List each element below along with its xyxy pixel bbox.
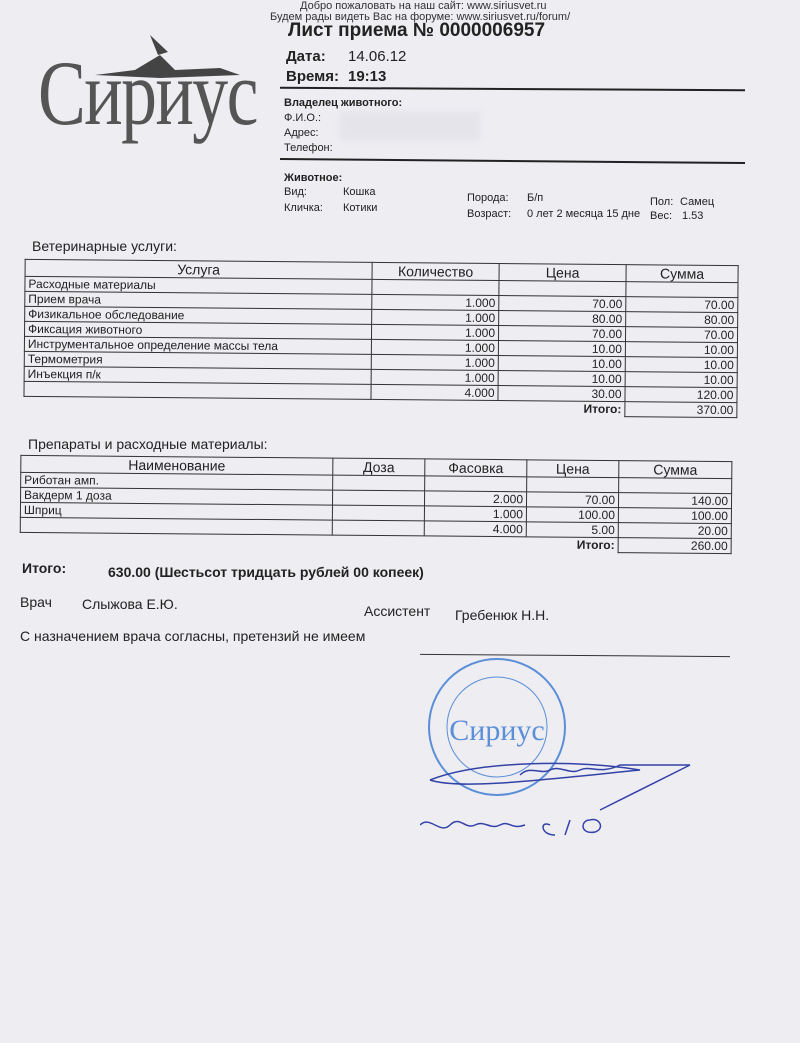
table-cell: 30.00 (498, 386, 625, 402)
weight-label: Вес: (650, 210, 673, 222)
col-sum: Сумма (619, 461, 732, 479)
age-value: 0 лет 2 месяца 15 дне (527, 208, 641, 220)
table-cell: 5.00 (526, 522, 618, 538)
table-cell: Расходные материалы (25, 276, 372, 294)
signature (420, 740, 700, 850)
table-cell: Инструментальное определение массы тела (24, 336, 371, 354)
age-label: Возраст: (467, 208, 512, 220)
assistant-label: Ассистент (364, 603, 431, 619)
table-cell (499, 281, 626, 297)
table-cell: 70.00 (625, 327, 737, 343)
table-cell: Риботан амп. (21, 472, 333, 490)
table-cell: 10.00 (625, 342, 737, 358)
grand-total: 630.00 (Шестьсот тридцать рублей 00 копеек) (108, 564, 424, 580)
table-cell (333, 475, 425, 491)
table-cell: 1.000 (372, 294, 499, 310)
col-name: Наименование (21, 455, 333, 475)
table-cell (619, 478, 732, 494)
pet-name-label: Кличка: (284, 202, 323, 214)
table-cell: 20.00 (618, 523, 731, 539)
table-cell (425, 476, 527, 492)
table-cell (332, 520, 424, 536)
forum-text: Будем рады видеть Вас на форуме: www.siriusvet.ru/forum/ (270, 11, 571, 23)
table-cell: 70.00 (499, 296, 626, 312)
table-cell: 70.00 (626, 297, 738, 313)
table-cell: 1.000 (424, 506, 526, 522)
time-label: Время: (286, 68, 339, 85)
table-cell: 80.00 (626, 312, 738, 328)
col-service: Услуга (25, 259, 372, 279)
table-cell (332, 505, 424, 521)
weight-value: 1.53 (682, 210, 704, 222)
divider (280, 158, 745, 164)
table-cell: 10.00 (498, 356, 625, 372)
table-cell: 120.00 (625, 387, 737, 403)
sex-value: Самец (680, 196, 715, 208)
date-value: 14.06.12 (348, 48, 407, 65)
owner-phone-label: Телефон: (284, 142, 333, 154)
stamp-text: Сириус (449, 714, 545, 747)
materials-total-label: Итого: (576, 538, 615, 553)
table-cell (527, 477, 619, 493)
species-value: Кошка (343, 186, 376, 198)
welcome-text: Добро пожаловать на наш сайт: www.siriusvet.ru (300, 0, 547, 12)
materials-total: 260.00 (618, 538, 731, 554)
services-total-label: Итого: (583, 402, 622, 417)
table-cell: 80.00 (499, 311, 626, 327)
services-table (23, 259, 738, 418)
time-value: 19:13 (348, 68, 387, 85)
table-cell: 1.000 (371, 339, 498, 355)
grand-total-label: Итого: (22, 560, 67, 576)
col-price: Цена (527, 460, 619, 478)
materials-heading: Препараты и расходные материалы: (28, 436, 268, 452)
services-total: 370.00 (625, 402, 737, 418)
consent-text: С назначением врача согласны, претензий не имеем (20, 628, 366, 644)
sex-label: Пол: (650, 196, 674, 208)
pet-name-value: Котики (343, 202, 378, 214)
table-cell: 100.00 (526, 507, 618, 523)
animal-heading: Животное: (284, 172, 343, 184)
table-cell: 70.00 (526, 492, 618, 508)
col-price: Цена (499, 264, 626, 282)
table-cell: Физикальное обследование (25, 306, 372, 324)
table-cell (332, 490, 424, 506)
col-sum: Сумма (626, 265, 738, 283)
col-quantity: Количество (372, 262, 499, 280)
table-cell: Шприц (20, 502, 332, 520)
species-label: Вид: (284, 186, 307, 198)
doctor-name: Слыжова Е.Ю. (82, 596, 178, 612)
document-title: Лист приема № 0000006957 (288, 20, 546, 41)
table-cell (626, 282, 738, 298)
table-cell: 1.000 (372, 309, 499, 325)
doctor-label: Врач (20, 594, 52, 610)
table-cell: Прием врача (25, 291, 372, 309)
table-cell: 1.000 (371, 369, 498, 385)
table-cell: 70.00 (498, 326, 625, 342)
assistant-name: Гребенюк Н.Н. (455, 607, 550, 623)
table-cell: 1.000 (371, 324, 498, 340)
table-cell: 10.00 (625, 357, 737, 373)
date-label: Дата: (286, 48, 326, 65)
table-cell: 1.000 (371, 354, 498, 370)
table-cell: 4.000 (424, 521, 526, 537)
table-cell: Инъекция п/к (24, 366, 371, 384)
table-cell: 100.00 (618, 508, 731, 524)
materials-table (20, 455, 733, 554)
table-cell (372, 279, 499, 295)
breed-value: Б/п (527, 192, 544, 204)
table-cell: Фиксация животного (25, 321, 372, 339)
breed-label: Порода: (467, 192, 509, 204)
redacted-owner-info (340, 112, 480, 140)
col-dose: Доза (333, 458, 425, 476)
logo-word: Сириус (38, 42, 257, 144)
owner-name-label: Ф.И.О.: (284, 112, 322, 124)
owner-heading: Владелец животного: (284, 97, 403, 109)
table-cell: 10.00 (498, 371, 625, 387)
logo-text (38, 40, 257, 146)
table-cell: 2.000 (424, 491, 526, 507)
table-cell: 4.000 (371, 384, 498, 400)
table-cell: 10.00 (625, 372, 737, 388)
table-cell: 140.00 (618, 493, 731, 509)
col-package: Фасовка (425, 459, 527, 477)
table-cell: Вакдерм 1 доза (21, 487, 333, 505)
owner-address-label: Адрес: (284, 127, 319, 139)
table-cell: 10.00 (498, 341, 625, 357)
services-heading: Ветеринарные услуги: (32, 238, 177, 254)
divider (280, 87, 745, 91)
table-cell: Термометрия (24, 351, 371, 369)
